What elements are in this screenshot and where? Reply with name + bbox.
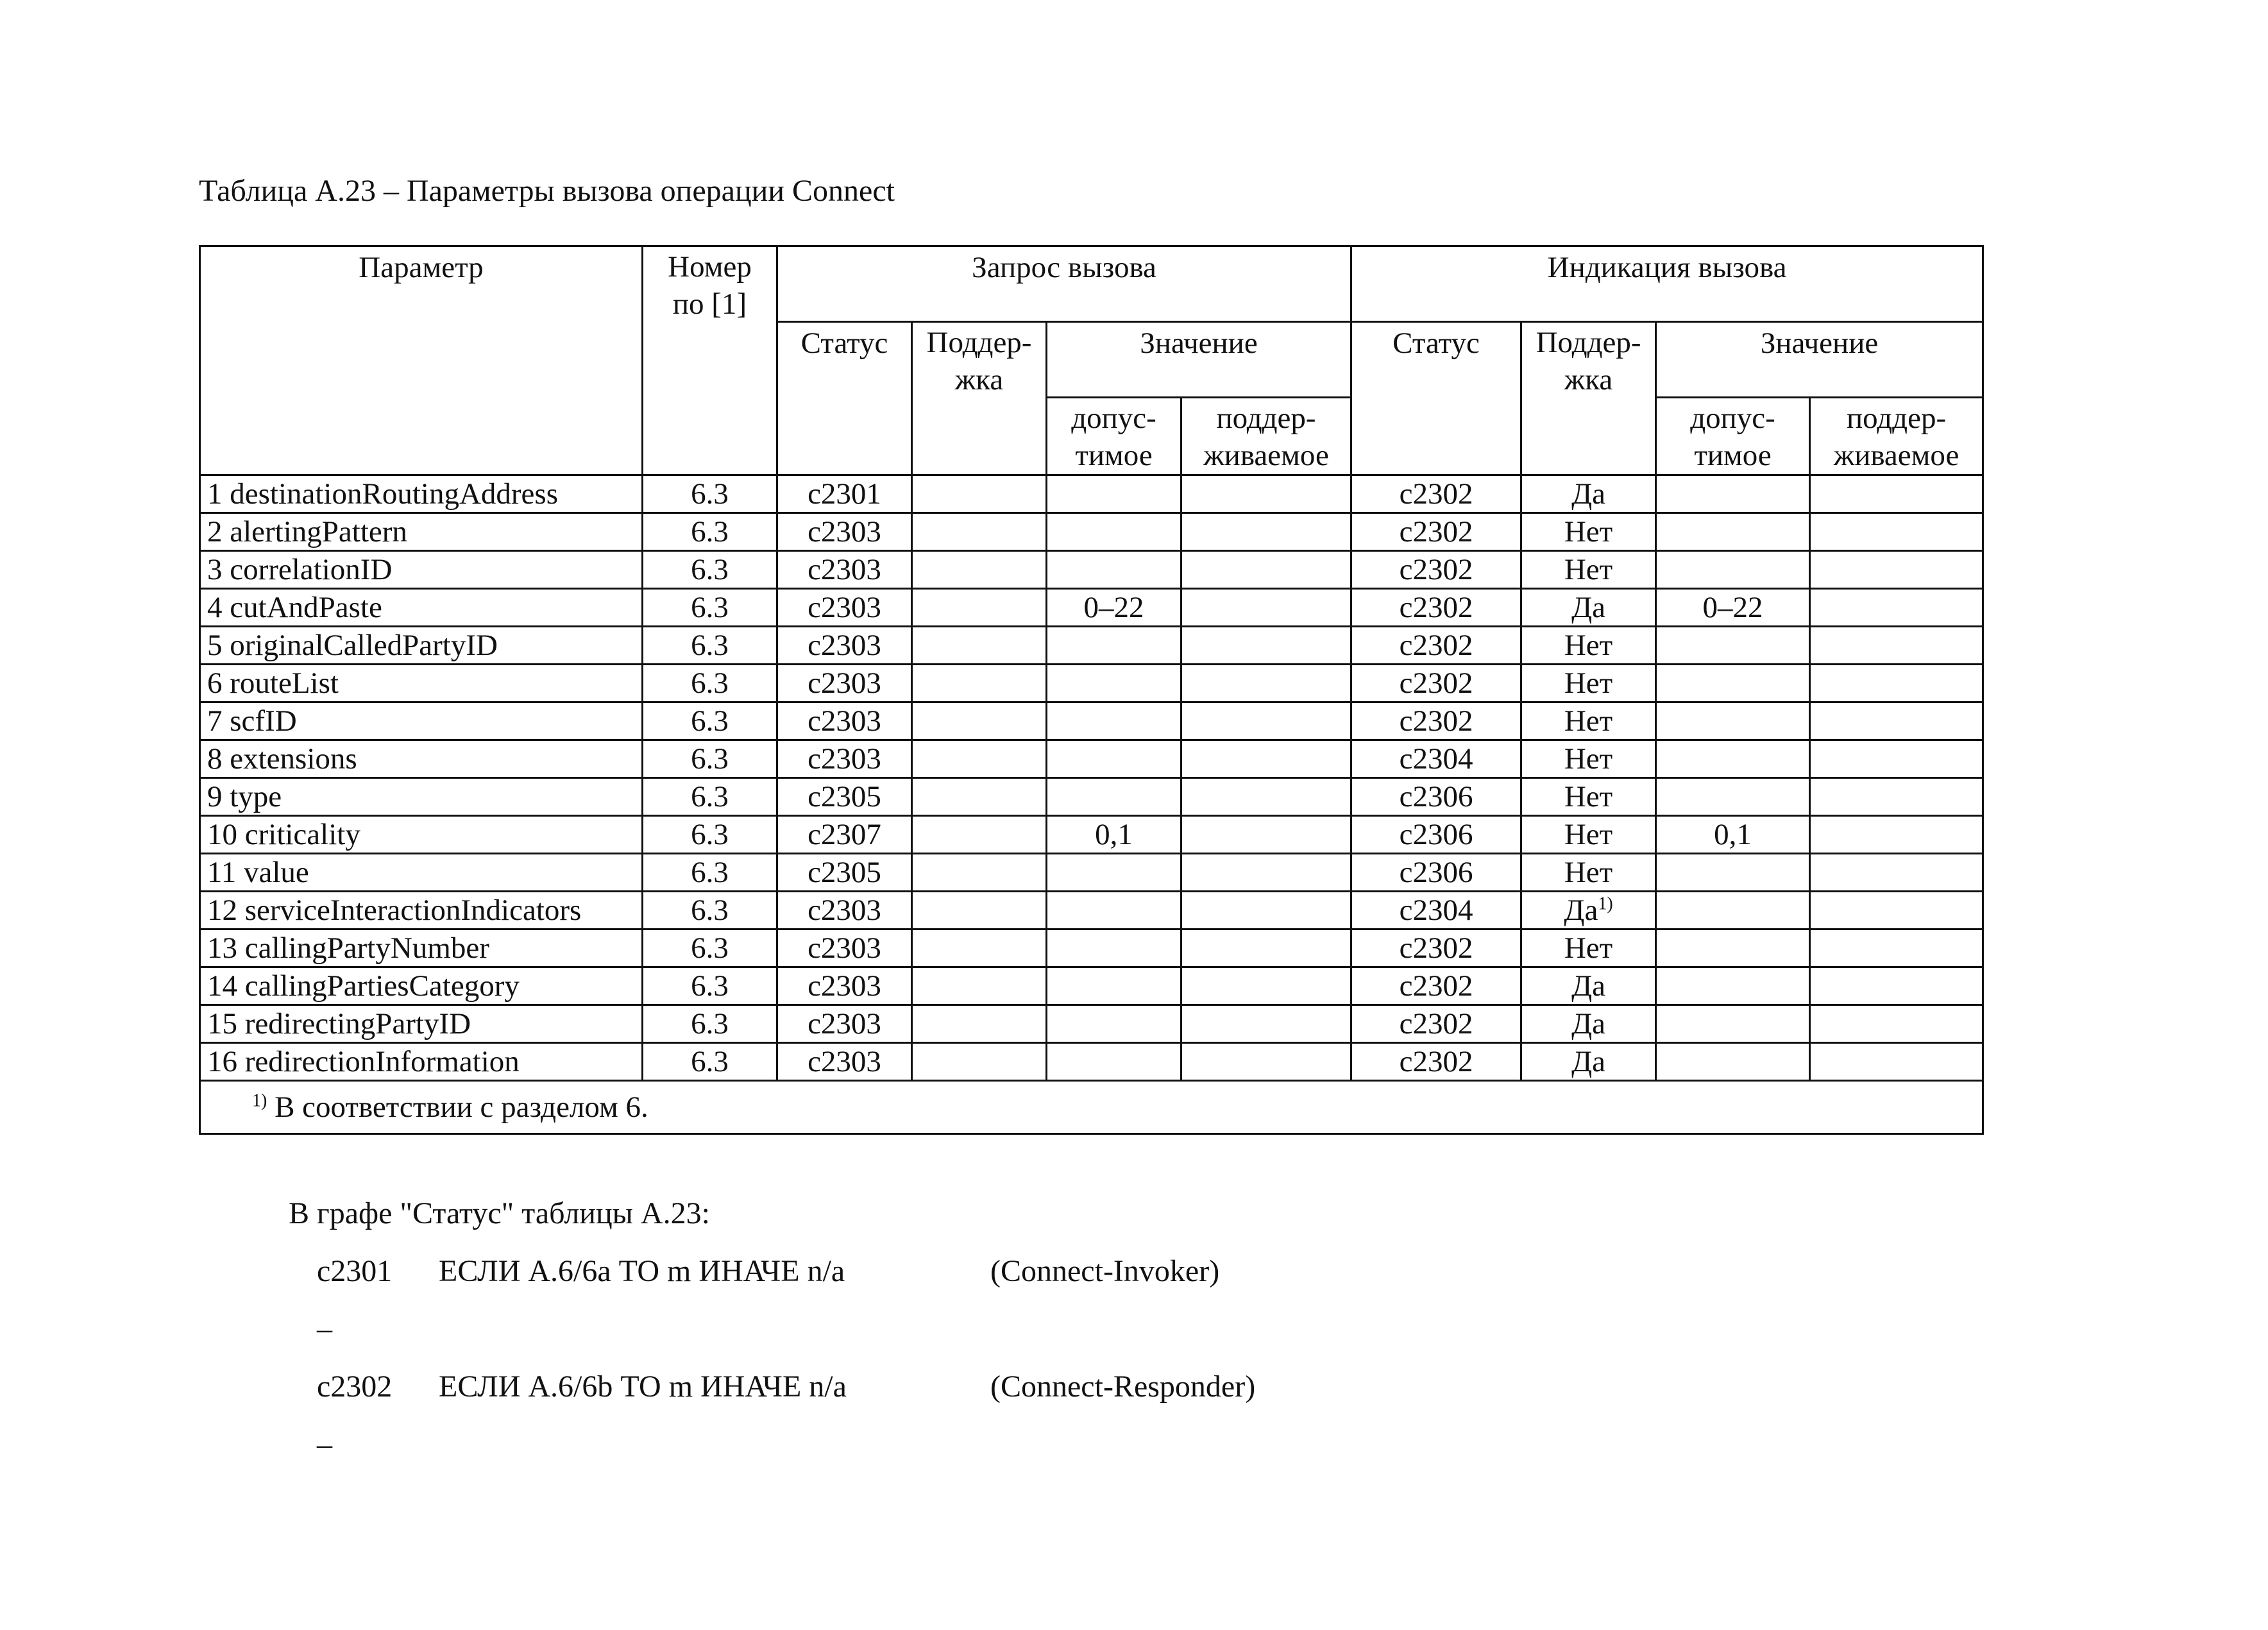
cell-request-supported (1181, 854, 1351, 892)
cell-number (643, 475, 777, 513)
cell-indication-allowed (1656, 816, 1810, 854)
cell-indication-support (1521, 551, 1656, 589)
cell-indication-status-text: c2302 (1399, 666, 1473, 700)
cell-indication-support-text: Нет (1564, 931, 1613, 965)
cell-request-status-text: c2303 (808, 969, 881, 1003)
cell-parameter-text: 1 destinationRoutingAddress (207, 477, 558, 511)
cell-request-status (777, 967, 912, 1005)
cell-indication-supported (1810, 967, 1983, 1005)
cell-indication-supported (1810, 854, 1983, 892)
cell-indication-support (1521, 740, 1656, 778)
cell-indication-status-text: c2302 (1399, 591, 1473, 624)
header-request-status: Статус (777, 322, 912, 475)
cell-indication-support-text: Нет (1564, 856, 1613, 889)
cell-parameter-text: 4 cutAndPaste (207, 591, 382, 624)
cell-request-supported (1181, 1043, 1351, 1081)
cell-indication-supported (1810, 1043, 1983, 1081)
cell-number (643, 627, 777, 665)
cell-request-status-text: c2303 (808, 894, 881, 927)
cell-indication-support (1521, 930, 1656, 967)
cell-parameter-text: 10 criticality (207, 818, 360, 851)
cell-parameter (200, 778, 643, 816)
parameters-table (199, 245, 1984, 1135)
cell-indication-status-text: c2306 (1399, 818, 1473, 851)
cell-indication-support-text: Да (1571, 477, 1605, 511)
cell-parameter (200, 627, 643, 665)
cell-request-support (912, 930, 1047, 967)
cell-indication-allowed (1656, 627, 1810, 665)
cell-request-allowed (1047, 475, 1181, 513)
cell-request-status-text: c2303 (808, 591, 881, 624)
cell-indication-support-text: Да (1564, 894, 1598, 927)
header-request-support: Поддер-жка (912, 322, 1047, 475)
cell-number-text: 6.3 (691, 931, 729, 965)
cell-request-status (777, 665, 912, 702)
cell-indication-supported (1810, 513, 1983, 551)
header-request-group: Запрос вызова (777, 246, 1351, 322)
cell-request-support (912, 589, 1047, 627)
table-row (200, 702, 1983, 740)
cell-indication-status (1351, 589, 1521, 627)
header-indication-support: Поддер-жка (1521, 322, 1656, 475)
cell-indication-status (1351, 1043, 1521, 1081)
header-indication-value: Значение (1656, 322, 1983, 398)
cell-indication-support (1521, 1005, 1656, 1043)
cell-request-supported (1181, 551, 1351, 589)
cell-indication-status-text: c2304 (1399, 894, 1473, 927)
cell-request-allowed (1047, 1005, 1181, 1043)
cell-number-text: 6.3 (691, 591, 729, 624)
cell-request-supported (1181, 930, 1351, 967)
cell-number (643, 589, 777, 627)
table-row (200, 1005, 1983, 1043)
cell-request-allowed (1047, 513, 1181, 551)
cell-parameter (200, 702, 643, 740)
cell-indication-status (1351, 513, 1521, 551)
cell-request-status (777, 778, 912, 816)
cell-parameter (200, 475, 643, 513)
cell-parameter (200, 854, 643, 892)
cell-indication-allowed (1656, 665, 1810, 702)
cell-request-status (777, 513, 912, 551)
cell-request-allowed (1047, 627, 1181, 665)
cell-number-text: 6.3 (691, 1007, 729, 1040)
header-parameter: Параметр (200, 246, 643, 475)
cell-request-support (912, 1005, 1047, 1043)
cell-indication-allowed (1656, 740, 1810, 778)
cell-request-support (912, 740, 1047, 778)
table-caption: Таблица А.23 – Параметры вызова операции Connect (199, 174, 895, 208)
table-footnote (200, 1081, 1983, 1134)
cell-number (643, 778, 777, 816)
cell-indication-allowed (1656, 967, 1810, 1005)
cell-parameter-text: 9 type (207, 780, 282, 813)
cell-request-support (912, 627, 1047, 665)
cell-number-text: 6.3 (691, 856, 729, 889)
cell-indication-supported (1810, 1005, 1983, 1043)
table-row (200, 551, 1983, 589)
cell-indication-supported (1810, 627, 1983, 665)
cell-indication-supported (1810, 778, 1983, 816)
table-row (200, 930, 1983, 967)
cell-request-supported (1181, 816, 1351, 854)
cell-indication-status-text: c2306 (1399, 856, 1473, 889)
cell-request-support (912, 892, 1047, 930)
cell-number-text: 6.3 (691, 629, 729, 662)
cell-number (643, 930, 777, 967)
cell-request-status (777, 551, 912, 589)
cell-parameter (200, 665, 643, 702)
cell-number-text: 6.3 (691, 894, 729, 927)
cell-request-status-text: c2303 (808, 1007, 881, 1040)
cell-indication-status-text: c2302 (1399, 1007, 1473, 1040)
cell-request-status-text: c2301 (808, 477, 881, 511)
cell-indication-status-text: c2306 (1399, 780, 1473, 813)
cell-request-support (912, 816, 1047, 854)
cell-number (643, 892, 777, 930)
cell-indication-status (1351, 816, 1521, 854)
table-row (200, 740, 1983, 778)
table-row (200, 475, 1983, 513)
cell-indication-status (1351, 475, 1521, 513)
cell-number-text: 6.3 (691, 515, 729, 548)
cell-number-text: 6.3 (691, 818, 729, 851)
cell-request-status-text: c2303 (808, 629, 881, 662)
table-row (200, 854, 1983, 892)
cell-indication-status (1351, 665, 1521, 702)
cell-request-status-text: c2303 (808, 666, 881, 700)
cell-indication-allowed (1656, 475, 1810, 513)
table-row (200, 778, 1983, 816)
cell-indication-supported (1810, 665, 1983, 702)
cell-indication-allowed (1656, 1043, 1810, 1081)
cell-number-text: 6.3 (691, 704, 729, 738)
cell-request-status (777, 892, 912, 930)
cell-indication-support (1521, 513, 1656, 551)
status-notes (289, 1194, 1256, 1464)
note-item-c2302 (289, 1368, 1256, 1406)
cell-indication-allowed (1656, 854, 1810, 892)
cell-indication-supported (1810, 702, 1983, 740)
cell-request-allowed-text: 0,1 (1095, 818, 1133, 851)
cell-request-supported (1181, 1005, 1351, 1043)
cell-parameter-text: 3 correlationID (207, 553, 393, 586)
cell-indication-status (1351, 627, 1521, 665)
note-condition: ЕСЛИ А.6/6b ТО m ИНАЧЕ n/a (439, 1370, 847, 1404)
cell-number-text: 6.3 (691, 1045, 729, 1078)
cell-request-support (912, 967, 1047, 1005)
cell-request-supported (1181, 740, 1351, 778)
cell-indication-support (1521, 892, 1656, 930)
cell-number-text: 6.3 (691, 553, 729, 586)
header-number: Номер по [1] (643, 246, 777, 475)
note-code: c2301 (317, 1254, 393, 1288)
cell-indication-status (1351, 740, 1521, 778)
cell-number-text: 6.3 (691, 666, 729, 700)
cell-parameter (200, 551, 643, 589)
cell-indication-supported (1810, 475, 1983, 513)
cell-request-status (777, 627, 912, 665)
note-dash (289, 1310, 710, 1348)
cell-indication-support-text: Да (1571, 591, 1605, 624)
cell-indication-support-text: Нет (1564, 780, 1613, 813)
cell-request-status-text: c2303 (808, 742, 881, 776)
cell-request-supported (1181, 967, 1351, 1005)
cell-request-allowed (1047, 930, 1181, 967)
cell-parameter (200, 513, 643, 551)
cell-number (643, 702, 777, 740)
cell-request-status (777, 930, 912, 967)
footnote-ref: 1) (1598, 894, 1613, 914)
cell-request-supported (1181, 892, 1351, 930)
cell-request-status-text: c2303 (808, 931, 881, 965)
cell-request-status (777, 702, 912, 740)
cell-number-text: 6.3 (691, 477, 729, 511)
cell-parameter (200, 967, 643, 1005)
cell-parameter-text: 13 callingPartyNumber (207, 931, 489, 965)
cell-number-text: 6.3 (691, 969, 729, 1003)
table-row (200, 892, 1983, 930)
note-dash (289, 1425, 710, 1464)
note-dash-mark: – (317, 1427, 332, 1461)
cell-parameter (200, 1005, 643, 1043)
cell-indication-allowed (1656, 702, 1810, 740)
cell-number (643, 967, 777, 1005)
cell-indication-supported (1810, 930, 1983, 967)
note-condition: ЕСЛИ А.6/6а ТО m ИНАЧЕ n/a (439, 1254, 845, 1288)
cell-parameter (200, 740, 643, 778)
table-row (200, 1043, 1983, 1081)
cell-number (643, 740, 777, 778)
cell-indication-support (1521, 967, 1656, 1005)
cell-indication-support (1521, 854, 1656, 892)
cell-request-supported (1181, 513, 1351, 551)
cell-number (643, 513, 777, 551)
cell-indication-status-text: c2302 (1399, 931, 1473, 965)
cell-indication-status (1351, 854, 1521, 892)
cell-indication-support (1521, 702, 1656, 740)
header-request-allowed: допус-тимое (1047, 398, 1181, 475)
cell-indication-support-text: Нет (1564, 818, 1613, 851)
table-row (200, 967, 1983, 1005)
cell-request-allowed (1047, 665, 1181, 702)
cell-request-support (912, 513, 1047, 551)
note-role: (Connect-Responder) (990, 1370, 1256, 1404)
cell-request-allowed (1047, 778, 1181, 816)
cell-request-status (777, 1005, 912, 1043)
cell-request-status-text: c2305 (808, 856, 881, 889)
cell-indication-support-text: Нет (1564, 515, 1613, 548)
cell-indication-status (1351, 930, 1521, 967)
cell-indication-status (1351, 967, 1521, 1005)
cell-parameter-text: 12 serviceInteractionIndicators (207, 894, 582, 927)
cell-request-allowed (1047, 892, 1181, 930)
cell-request-supported (1181, 702, 1351, 740)
cell-parameter-text: 11 value (207, 856, 309, 889)
table-row (200, 816, 1983, 854)
cell-indication-allowed (1656, 513, 1810, 551)
cell-indication-allowed (1656, 551, 1810, 589)
cell-number (643, 551, 777, 589)
cell-indication-supported (1810, 740, 1983, 778)
cell-request-support (912, 665, 1047, 702)
cell-request-status-text: c2303 (808, 704, 881, 738)
cell-request-supported (1181, 627, 1351, 665)
cell-parameter-text: 8 extensions (207, 742, 357, 776)
cell-indication-support-text: Да (1571, 1007, 1605, 1040)
cell-indication-support-text: Да (1571, 1045, 1605, 1078)
cell-request-supported (1181, 778, 1351, 816)
cell-parameter (200, 589, 643, 627)
cell-number (643, 816, 777, 854)
cell-indication-supported (1810, 589, 1983, 627)
cell-parameter (200, 930, 643, 967)
header-indication-allowed: допус-тимое (1656, 398, 1810, 475)
cell-indication-supported (1810, 816, 1983, 854)
cell-request-supported (1181, 589, 1351, 627)
cell-indication-status-text: c2302 (1399, 704, 1473, 738)
header-request-supported: поддер-живаемое (1181, 398, 1351, 475)
cell-indication-status-text: c2302 (1399, 515, 1473, 548)
cell-parameter-text: 5 originalCalledPartyID (207, 629, 498, 662)
cell-number (643, 1043, 777, 1081)
cell-request-status (777, 589, 912, 627)
cell-request-allowed-text: 0–22 (1083, 591, 1144, 624)
cell-number-text: 6.3 (691, 742, 729, 776)
cell-number-text: 6.3 (691, 780, 729, 813)
cell-indication-support (1521, 816, 1656, 854)
note-role: (Connect-Invoker) (990, 1254, 1220, 1288)
cell-parameter-text: 6 routeList (207, 666, 339, 700)
cell-request-allowed (1047, 816, 1181, 854)
cell-number (643, 854, 777, 892)
cell-parameter (200, 1043, 643, 1081)
cell-indication-allowed (1656, 778, 1810, 816)
cell-parameter-text: 2 alertingPattern (207, 515, 407, 548)
cell-indication-status (1351, 778, 1521, 816)
cell-request-allowed (1047, 589, 1181, 627)
header-indication-supported: поддер-живаемое (1810, 398, 1983, 475)
cell-request-status-text: c2303 (808, 1045, 881, 1078)
note-item-c2301 (289, 1252, 1220, 1291)
cell-indication-status-text: c2302 (1399, 1045, 1473, 1078)
table-row (200, 665, 1983, 702)
cell-indication-status-text: c2302 (1399, 969, 1473, 1003)
table-body (200, 475, 1983, 1081)
cell-indication-support-text: Нет (1564, 704, 1613, 738)
table-row (200, 627, 1983, 665)
cell-request-status-text: c2303 (808, 515, 881, 548)
cell-indication-allowed (1656, 930, 1810, 967)
cell-request-support (912, 854, 1047, 892)
cell-parameter-text: 15 redirectingPartyID (207, 1007, 471, 1040)
notes-intro: В графе "Статус" таблицы А.23: (289, 1196, 710, 1230)
cell-indication-status-text: c2302 (1399, 629, 1473, 662)
cell-request-status (777, 1043, 912, 1081)
cell-request-status (777, 816, 912, 854)
cell-indication-support (1521, 665, 1656, 702)
cell-indication-allowed-text: 0–22 (1702, 591, 1763, 624)
cell-indication-allowed-text: 0,1 (1714, 818, 1752, 851)
header-indication-status: Статус (1351, 322, 1521, 475)
cell-request-status (777, 475, 912, 513)
cell-parameter-text: 16 redirectionInformation (207, 1045, 520, 1078)
cell-request-support (912, 1043, 1047, 1081)
cell-indication-support (1521, 475, 1656, 513)
cell-request-support (912, 475, 1047, 513)
cell-parameter (200, 816, 643, 854)
cell-indication-allowed (1656, 1005, 1810, 1043)
cell-indication-status (1351, 892, 1521, 930)
cell-indication-support-text: Нет (1564, 553, 1613, 586)
cell-indication-support (1521, 778, 1656, 816)
cell-indication-support-text: Да (1571, 969, 1605, 1003)
cell-indication-status-text: c2304 (1399, 742, 1473, 776)
cell-indication-status-text: c2302 (1399, 553, 1473, 586)
cell-indication-supported (1810, 892, 1983, 930)
cell-parameter-text: 7 scfID (207, 704, 297, 738)
cell-request-status (777, 854, 912, 892)
footnote-mark: 1) (252, 1091, 267, 1111)
cell-request-status-text: c2307 (808, 818, 881, 851)
cell-indication-status-text: c2302 (1399, 477, 1473, 511)
cell-request-allowed (1047, 1043, 1181, 1081)
cell-indication-support (1521, 1043, 1656, 1081)
cell-indication-allowed (1656, 892, 1810, 930)
header-indication-group: Индикация вызова (1351, 246, 1983, 322)
cell-request-allowed (1047, 854, 1181, 892)
cell-request-allowed (1047, 702, 1181, 740)
cell-request-supported (1181, 475, 1351, 513)
note-code: c2302 (317, 1370, 393, 1404)
cell-indication-status (1351, 551, 1521, 589)
cell-request-support (912, 702, 1047, 740)
cell-request-supported (1181, 665, 1351, 702)
cell-indication-support (1521, 627, 1656, 665)
cell-request-allowed (1047, 967, 1181, 1005)
note-dash-mark: – (317, 1312, 332, 1346)
cell-request-status-text: c2305 (808, 780, 881, 813)
cell-request-support (912, 551, 1047, 589)
cell-request-allowed (1047, 551, 1181, 589)
cell-parameter (200, 892, 643, 930)
cell-number (643, 665, 777, 702)
cell-indication-support-text: Нет (1564, 742, 1613, 776)
cell-request-status (777, 740, 912, 778)
footnote-text: В соответствии с разделом 6. (267, 1091, 648, 1124)
cell-request-status-text: c2303 (808, 553, 881, 586)
table-row (200, 513, 1983, 551)
cell-parameter-text: 14 callingPartiesCategory (207, 969, 520, 1003)
cell-indication-status (1351, 702, 1521, 740)
cell-request-support (912, 778, 1047, 816)
cell-indication-supported (1810, 551, 1983, 589)
cell-indication-support-text: Нет (1564, 666, 1613, 700)
cell-indication-status (1351, 1005, 1521, 1043)
cell-indication-support (1521, 589, 1656, 627)
table-row (200, 589, 1983, 627)
header-request-value: Значение (1047, 322, 1351, 398)
cell-number (643, 1005, 777, 1043)
cell-request-allowed (1047, 740, 1181, 778)
cell-indication-support-text: Нет (1564, 629, 1613, 662)
cell-indication-allowed (1656, 589, 1810, 627)
